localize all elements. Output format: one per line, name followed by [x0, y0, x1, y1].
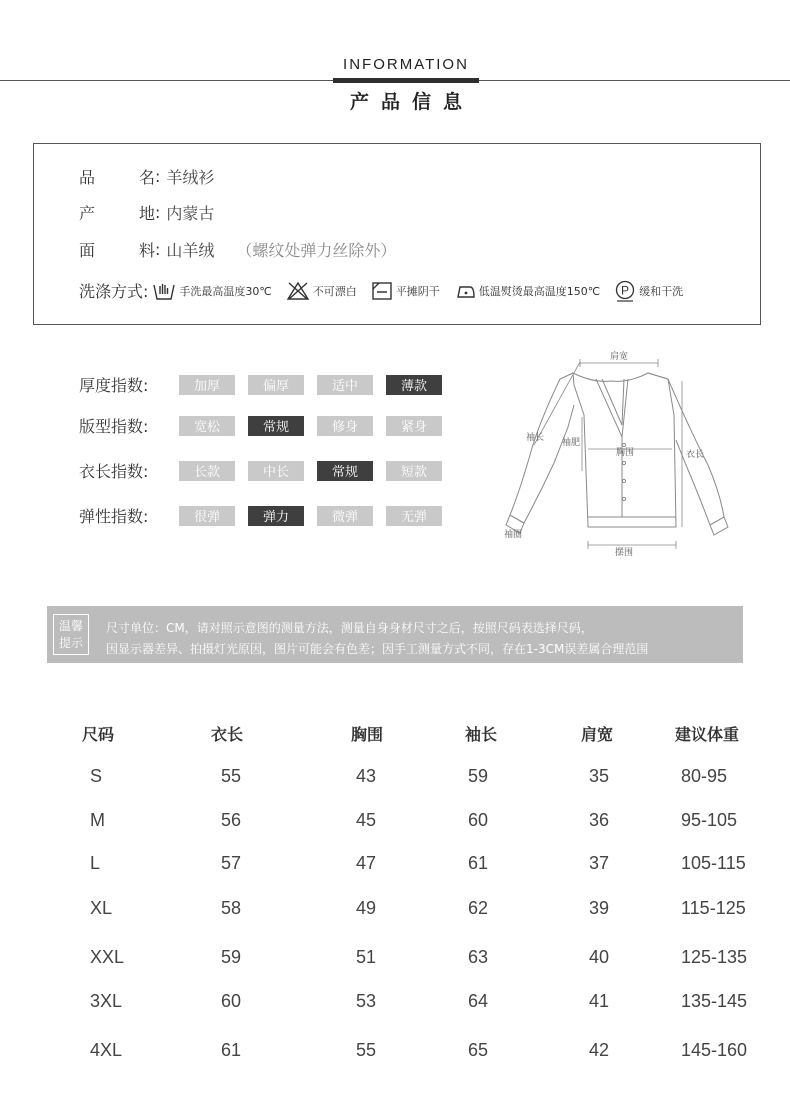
index-option: 很弹 [179, 506, 235, 526]
care-item-low-iron: 低温熨烫最高温度150℃ [454, 281, 600, 301]
dry-clean-icon [614, 280, 636, 302]
cell-chest: 47 [356, 853, 377, 873]
index-option: 长款 [179, 461, 235, 481]
header-title-en: INFORMATION [343, 56, 469, 73]
info-row-fabric: 面 料 : 山羊绒 （螺纹处弹力丝除外） [79, 240, 397, 260]
cell-size: M [90, 810, 105, 830]
cell-chest: 53 [356, 991, 377, 1011]
tip-line-1: 尺寸单位：CM，请对照示意图的测量方法，测量自身身材尺寸之后，按照尺码表选择尺码， [106, 621, 593, 635]
cell-chest: 55 [356, 1040, 377, 1060]
cell-chest: 45 [356, 810, 377, 830]
cell-chest: 43 [356, 766, 377, 786]
index-row-elasticity [79, 504, 455, 527]
header-accent-bar [333, 78, 479, 83]
info-row-care [79, 279, 697, 302]
col-header-sleeve: 袖长 [465, 725, 498, 744]
index-option-selected: 常规 [317, 461, 373, 481]
index-label-elasticity: 弹性指数: [79, 507, 149, 526]
index-option: 无弹 [386, 506, 442, 526]
info-fabric-note: （螺纹处弹力丝除外） [236, 241, 397, 260]
cell-length: 57 [221, 853, 242, 873]
info-value-fabric: 山羊绒 [166, 241, 215, 260]
label-sleeve-width: 袖肥 [562, 438, 581, 448]
low-iron-icon [454, 281, 476, 301]
index-option: 中长 [248, 461, 304, 481]
info-row-name: 品 名 : 羊绒衫 [79, 167, 215, 187]
cell-length: 55 [221, 766, 242, 786]
cell-shoulder: 42 [589, 1040, 610, 1060]
info-key-fabric: 面 料 [79, 241, 155, 260]
info-value-name: 羊绒衫 [166, 168, 215, 187]
index-option-selected: 薄款 [386, 375, 442, 395]
index-label-thickness: 厚度指数: [79, 376, 149, 395]
care-item-dry-clean: P 缓和干洗 [614, 280, 683, 302]
index-option: 偏厚 [248, 375, 304, 395]
index-row-thickness [79, 373, 455, 396]
svg-text:P: P [621, 283, 630, 297]
cell-chest: 49 [356, 898, 377, 918]
index-option: 适中 [317, 375, 373, 395]
cell-weight: 105-115 [681, 853, 746, 873]
cell-size: S [90, 766, 103, 786]
cell-sleeve: 59 [468, 766, 489, 786]
index-option: 短款 [386, 461, 442, 481]
label-sleeve: 袖长 [526, 433, 545, 443]
cell-size: XXL [90, 947, 125, 967]
index-option: 加厚 [179, 375, 235, 395]
index-option-selected: 常规 [248, 416, 304, 436]
index-option: 微弹 [317, 506, 373, 526]
label-shoulder: 肩宽 [610, 352, 629, 362]
cell-weight: 125-135 [681, 947, 748, 967]
cell-shoulder: 39 [589, 898, 610, 918]
col-header-length: 衣长 [211, 725, 244, 744]
flat-dry-icon [371, 281, 393, 301]
index-label-fit: 版型指数: [79, 417, 149, 436]
cell-sleeve: 60 [468, 810, 489, 830]
header-title-cn: 产品信息 [349, 91, 474, 113]
care-item-hand-wash: 手洗最高温度30℃ [152, 280, 271, 302]
cell-weight: 145-160 [681, 1040, 748, 1060]
care-item-flat-dry: 平摊阴干 [371, 281, 440, 301]
cell-length: 61 [221, 1040, 242, 1060]
no-bleach-icon [286, 281, 310, 301]
cell-length: 60 [221, 991, 242, 1011]
cell-sleeve: 61 [468, 853, 489, 873]
cell-shoulder: 35 [589, 766, 610, 786]
cell-weight: 80-95 [681, 766, 728, 786]
cell-shoulder: 41 [589, 991, 610, 1011]
index-option: 修身 [317, 416, 373, 436]
cell-sleeve: 64 [468, 991, 489, 1011]
cell-size: 4XL [90, 1040, 123, 1060]
col-header-weight: 建议体重 [675, 725, 740, 744]
tip-badge: 温馨 提示 [53, 614, 89, 655]
index-label-length: 衣长指数: [79, 462, 149, 481]
label-length: 衣长 [686, 450, 705, 460]
index-row-fit [79, 414, 455, 437]
tip-bar [47, 606, 743, 663]
cell-length: 56 [221, 810, 242, 830]
info-key-name: 品 名 [79, 168, 155, 187]
cardigan-measure-diagram [498, 345, 738, 560]
cell-length: 58 [221, 898, 242, 918]
index-option: 紧身 [386, 416, 442, 436]
cell-chest: 51 [356, 947, 377, 967]
cell-sleeve: 63 [468, 947, 489, 967]
info-value-origin: 内蒙古 [166, 204, 215, 223]
cell-shoulder: 40 [589, 947, 610, 967]
label-hem: 摆围 [615, 548, 634, 558]
info-key-origin: 产 地 [79, 204, 155, 223]
cell-length: 59 [221, 947, 242, 967]
label-cuff: 袖圈 [504, 530, 523, 540]
cell-size: XL [90, 898, 113, 918]
cell-size: 3XL [90, 991, 123, 1011]
cell-weight: 115-125 [681, 898, 746, 918]
index-option-selected: 弹力 [248, 506, 304, 526]
col-header-chest: 胸围 [351, 725, 384, 744]
index-option: 宽松 [179, 416, 235, 436]
cell-sleeve: 65 [468, 1040, 489, 1060]
col-header-size: 尺码 [82, 725, 115, 744]
cell-sleeve: 62 [468, 898, 489, 918]
col-header-shoulder: 肩宽 [581, 725, 614, 744]
cell-weight: 135-145 [681, 991, 748, 1011]
care-item-no-bleach: 不可漂白 [286, 281, 357, 301]
cell-size: L [90, 853, 101, 873]
index-row-length [79, 459, 455, 482]
label-chest: 胸围 [616, 448, 635, 458]
cell-shoulder: 37 [589, 853, 610, 873]
info-key-care: 洗涤方式: [79, 282, 149, 301]
info-row-origin: 产 地 : 内蒙古 [79, 203, 215, 223]
tip-line-2: 因显示器差异、拍摄灯光原因，图片可能会有色差；因手工测量方式不同，存在1-3CM误差属合理范围 [106, 642, 649, 656]
cell-shoulder: 36 [589, 810, 610, 830]
cell-weight: 95-105 [681, 810, 738, 830]
hand-wash-icon [152, 280, 176, 302]
